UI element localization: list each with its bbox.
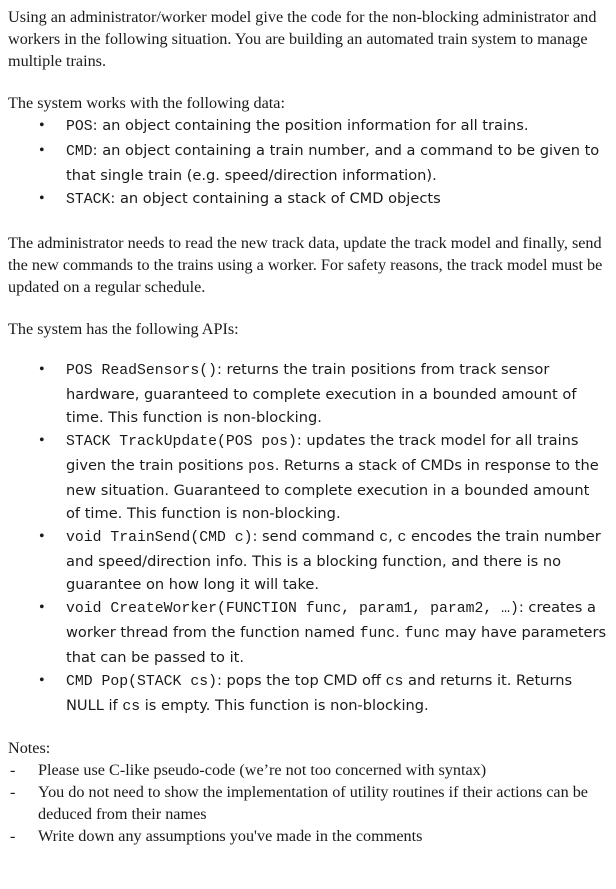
data-item-code: CMD — [66, 144, 93, 160]
intro-paragraph: Using an administrator/worker model give the code for the non-blocking administrator and workers in the following situation. You are building an automated train system to manage multiple trains. — [8, 8, 597, 70]
data-item-text: : an object containing a train number, and a command to be given to that single train (e.g. speed/direction information). — [66, 142, 600, 184]
bullet-icon: • — [39, 190, 45, 207]
api-description: : creates a worker thread from the function named — [66, 599, 596, 641]
data-item-pos — [39, 114, 608, 139]
api-description: may have parameters that can be passed to it. — [66, 624, 607, 666]
api-inline-code: cs — [122, 699, 141, 715]
api-signature: CMD Pop(STACK cs) — [66, 674, 217, 690]
api-item-read-sensors — [39, 358, 608, 429]
api-inline-code: func — [404, 626, 440, 642]
data-heading: The system works with the following data: — [8, 94, 285, 112]
bullet-icon: • — [39, 142, 45, 159]
data-item-stack — [39, 187, 608, 212]
api-description: : send command — [252, 528, 380, 545]
notes-heading: Notes: — [8, 739, 51, 757]
data-item-cmd — [39, 139, 608, 187]
data-item-text: : an object containing the position information for all trains. — [92, 117, 529, 134]
api-description: encodes the train number and speed/direction info. This is a blocking function, and there is no guarantee on how long it will take. — [66, 528, 601, 593]
api-description: : updates the track model for all trains given the train positions — [66, 432, 579, 474]
api-signature: void TrainSend(CMD c) — [66, 530, 253, 546]
api-inline-code: c — [397, 530, 407, 546]
data-item-text: : an object containing a stack of CMD objects — [110, 190, 441, 207]
api-description: . — [395, 624, 405, 641]
bullet-icon: • — [39, 528, 45, 545]
notes-list — [8, 759, 608, 847]
note-item — [10, 781, 608, 825]
api-signature: void CreateWorker(FUNCTION func, param1, param2, …) — [66, 601, 519, 617]
api-description: . Returns a stack of CMDs in response to the new situation. Guaranteed to complete execution in a bounded amount of time. This function is non-blocking. — [66, 457, 599, 522]
api-description: : returns the train positions from track sensor hardware, guaranteed to complete execution in a bounded amount of time. This function is non-blocking. — [66, 361, 577, 426]
bullet-icon: • — [39, 672, 45, 689]
note-text: You do not need to show the implementation of utility routines if their actions can be deduced from their names — [38, 783, 588, 823]
api-inline-code: cs — [385, 674, 404, 690]
dash-icon: - — [10, 827, 16, 845]
api-inline-code: func — [359, 626, 396, 642]
api-item-track-update — [39, 429, 608, 525]
data-list — [8, 114, 608, 212]
api-inline-code: c — [379, 530, 389, 546]
api-inline-code: pos — [248, 459, 275, 475]
api-description: : pops the top CMD off — [216, 672, 386, 689]
api-item-pop — [39, 669, 608, 719]
note-item — [10, 759, 608, 781]
bullet-icon: • — [39, 432, 45, 449]
api-heading: The system has the following APIs: — [8, 320, 239, 338]
note-text: Please use C-like pseudo-code (we’re not too concerned with syntax) — [38, 761, 487, 779]
bullet-icon: • — [39, 599, 45, 616]
bullet-icon: • — [39, 117, 45, 134]
api-item-create-worker — [39, 596, 608, 669]
api-description: , — [388, 528, 398, 545]
data-item-code: STACK — [66, 192, 111, 208]
api-list — [8, 358, 608, 719]
dash-icon: - — [10, 783, 16, 801]
data-item-code: POS — [66, 119, 93, 135]
api-item-train-send — [39, 525, 608, 596]
note-item — [10, 825, 608, 847]
api-signature: STACK TrackUpdate(POS pos) — [66, 434, 297, 450]
note-text: Write down any assumptions you've made in the comments — [38, 827, 423, 845]
api-description: and returns it. Returns NULL if — [66, 672, 573, 714]
bullet-icon: • — [39, 361, 45, 378]
api-description: is empty. This function is non-blocking. — [140, 697, 429, 714]
dash-icon: - — [10, 761, 16, 779]
api-signature: POS ReadSensors() — [66, 363, 217, 379]
administrator-paragraph: The administrator needs to read the new track data, update the track model and finally, send the new commands to the trains using a worker. For safety reasons, the track model must be updated on a regular schedule. — [8, 234, 603, 296]
